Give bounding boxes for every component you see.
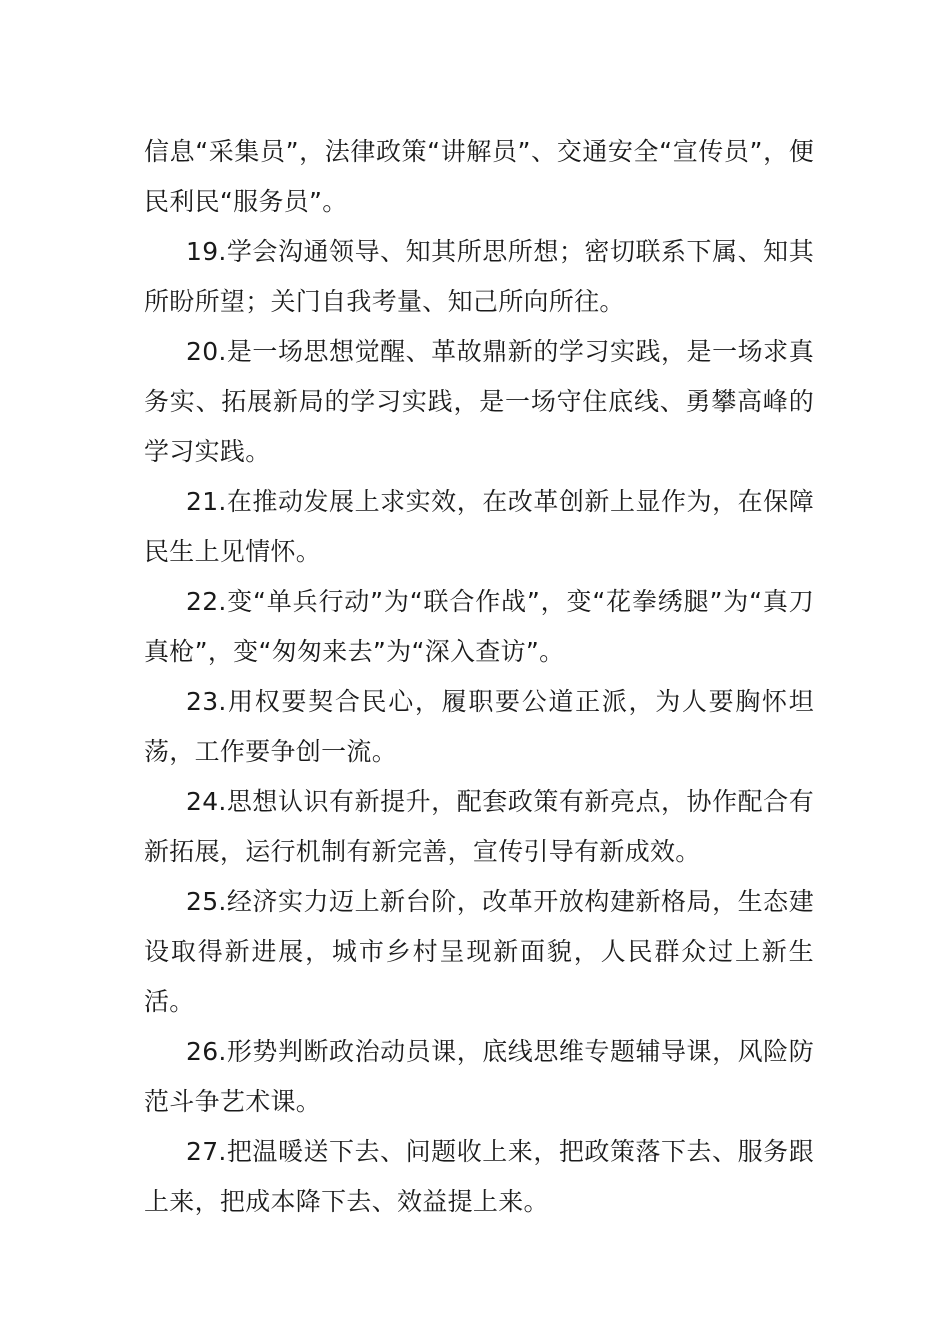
paragraph-18-continuation: 信息“采集员”，法律政策“讲解员”、交通安全“宣传员”，便民利民“服务员”。: [144, 137, 814, 216]
paragraph-26: 26.形势判断政治动员课，底线思维专题辅导课，风险防范斗争艺术课。: [144, 1037, 814, 1116]
paragraph-21: 21.在推动发展上求实效，在改革创新上显作为，在保障民生上见情怀。: [144, 487, 814, 566]
paragraph-25: 25.经济实力迈上新台阶，改革开放构建新格局，生态建设取得新进展，城市乡村呈现新面貌，人民群众过上新生活。: [144, 887, 814, 1016]
document-body: [144, 127, 814, 1227]
paragraph-22: 22.变“单兵行动”为“联合作战”，变“花拳绣腿”为“真刀真枪”，变“匆匆来去”为“深入查访”。: [144, 587, 814, 666]
paragraph-19: 19.学会沟通领导、知其所思所想；密切联系下属、知其所盼所望；关门自我考量、知己所向所往。: [144, 237, 814, 316]
paragraph-27: 27.把温暖送下去、问题收上来，把政策落下去、服务跟上来，把成本降下去、效益提上来。: [144, 1137, 814, 1216]
paragraph-24: 24.思想认识有新提升，配套政策有新亮点，协作配合有新拓展，运行机制有新完善，宣传引导有新成效。: [144, 787, 814, 866]
paragraph-23: 23.用权要契合民心，履职要公道正派，为人要胸怀坦荡，工作要争创一流。: [144, 687, 814, 766]
paragraph-20: 20.是一场思想觉醒、革故鼎新的学习实践，是一场求真务实、拓展新局的学习实践，是一场守住底线、勇攀高峰的学习实践。: [144, 337, 814, 466]
